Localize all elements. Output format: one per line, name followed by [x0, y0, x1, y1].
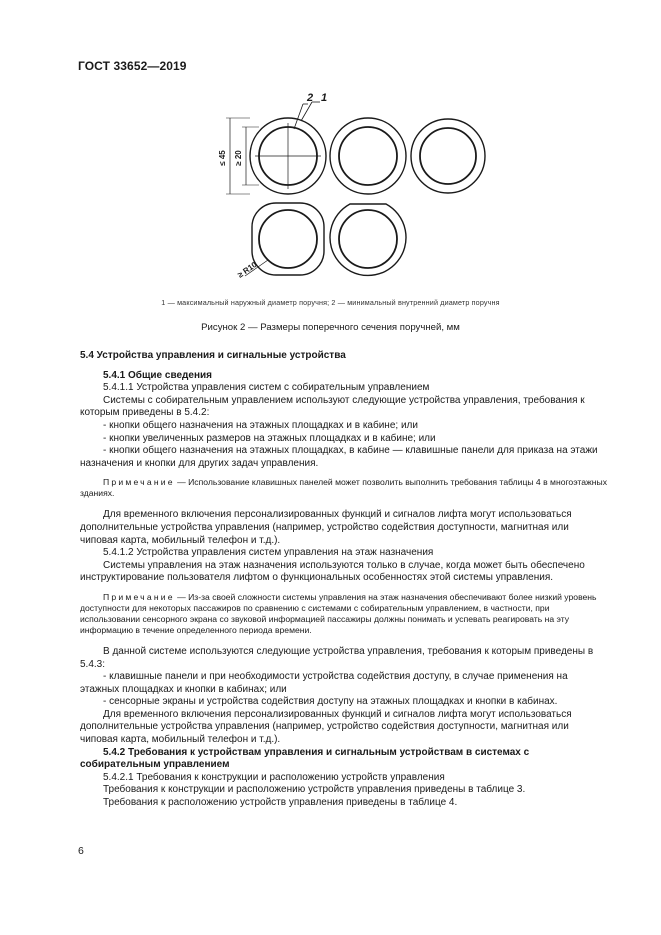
dim-radius: ≥ R10	[235, 260, 259, 280]
list-item: - клавишные панели и при необходимости устройства содействия доступу, в случае применения на этажных площадках и кнопки в кабинах; или	[80, 671, 568, 695]
label-1: 1	[321, 92, 328, 104]
dim-outer: ≤ 45	[218, 150, 227, 166]
paragraph: Для временного включения персонализированных функций и сигналов лифта могут использоваться дополнительные устройства управления (например, устройство содействия доступности, магнитная или чиповая карта, мобильный телефон и т.д.).	[80, 708, 572, 746]
standard-header: ГОСТ 33652—2019	[78, 59, 187, 73]
list-item: - кнопки увеличенных размеров на этажных площадках и в кабине; или	[103, 432, 436, 444]
paragraph: Требования к расположению устройств управления приведены в таблице 4.	[103, 797, 458, 809]
list-item: - кнопки общего назначения на этажных площадках, в кабине — клавишные панели для приказа на этажи назначения и кнопки для других задач управления.	[80, 445, 598, 469]
section-third-circle	[410, 118, 490, 198]
note-2	[80, 592, 608, 636]
paragraph: Системы управления на этаж назначения используются только в случае, когда может быть обеспечено инструктирование пользователя лифтом о функциональных особенностях этой системы управления.	[80, 559, 585, 584]
list-item: - кнопки общего назначения на этажных площадках и в кабине; или	[103, 419, 418, 431]
figure-legend: 1 — максимальный наружный диаметр поручня; 2 — минимальный внутренний диаметр поручня	[161, 298, 500, 307]
document-body	[80, 350, 608, 810]
label-2: 2	[307, 92, 314, 104]
subsection-5-4-1-2: 5.4.1.2 Устройства управления систем управления на этаж назначения	[103, 547, 434, 559]
dim-inner: ≥ 20	[234, 150, 243, 166]
paragraph: В данной системе используются следующие устройства управления, требования к которым приведены в 5.4.3:	[80, 645, 594, 670]
note-text: — Из-за своей сложности системы управления на этаж назначения обеспечивают более низкий уровень доступности для некоторых пассажиров по сравнению с системами с собирательным управлением, в частности, при использовании сенсорного экрана со звуковой информацией пассажиры должны понимать и успевать реагировать на эту информацию в течение определенного периода времени.	[80, 591, 597, 635]
subsection-5-4-1-1: 5.4.1.1 Устройства управления систем с собирательным управлением	[103, 382, 430, 394]
handrail-diagram	[190, 88, 430, 288]
list-item: - сенсорные экраны и устройства содействия доступу на этажных площадках и кнопки в кабинах.	[103, 696, 558, 708]
note-lead: Примечание	[103, 477, 175, 488]
note-1	[80, 477, 608, 499]
figure-handrail-sections	[190, 88, 430, 288]
section-heading-5-4-1: 5.4.1 Общие сведения	[103, 369, 212, 381]
subsection-5-4-2-1: 5.4.2.1 Требования к конструкции и расположению устройств управления	[103, 771, 445, 783]
section-heading-5-4-2: 5.4.2 Требования к устройствам управления и сигнальным устройствам в системах с собирательным управлением	[80, 746, 530, 771]
figure-title: Рисунок 2 — Размеры поперечного сечения поручней, мм	[201, 322, 460, 333]
page-number: 6	[78, 845, 84, 857]
paragraph: Системы с собирательным управлением используют следующие устройства управления, требования к которым приведены в 5.4.2:	[80, 394, 585, 419]
note-text: — Использование клавишных панелей может позволить выполнить требования таблицы 4 в многоэтажных зданиях.	[80, 477, 607, 499]
paragraph: Требования к конструкции и расположению устройств управления приведены в таблице 3.	[103, 784, 526, 796]
section-heading-5-4: 5.4 Устройства управления и сигнальные устройства	[80, 350, 346, 361]
note-lead: Примечание	[103, 591, 175, 602]
paragraph: Для временного включения персонализированных функций и сигналов лифта могут использоваться дополнительные устройства управления (например, устройство содействия доступности, магнитная или чиповая карта, мобильный телефон и т.д.).	[80, 509, 572, 546]
